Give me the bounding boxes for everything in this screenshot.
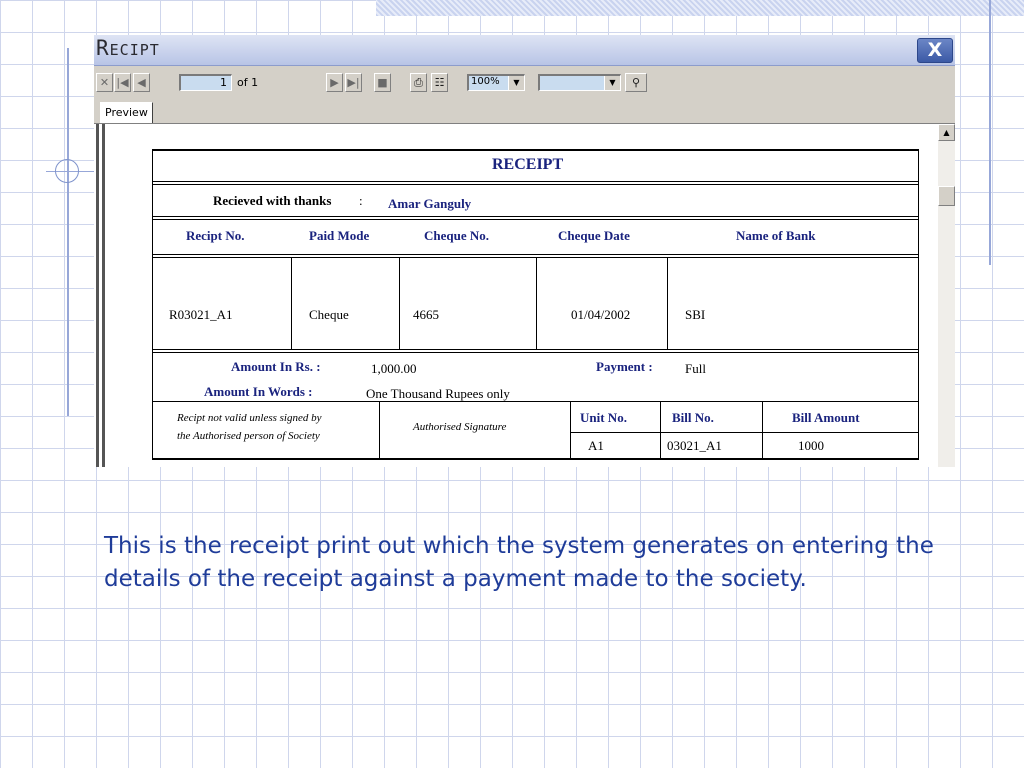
cell-cheque-no: 4665	[413, 307, 439, 322]
title-bar	[94, 35, 955, 66]
table-rule	[152, 184, 919, 185]
authorised-signature-label: Authorised Signature	[413, 421, 507, 433]
received-label: Recieved with thanks	[213, 193, 332, 208]
receipt-border	[152, 149, 919, 151]
table-rule	[152, 181, 919, 182]
first-page-icon[interactable]: |◀	[114, 73, 131, 92]
column-rule	[762, 402, 763, 459]
window-title: Recipt	[96, 36, 160, 60]
receipt-border	[152, 149, 153, 460]
last-page-icon[interactable]: ▶|	[345, 73, 362, 92]
table-rule	[152, 352, 919, 353]
words-value: One Thousand Rupees only	[366, 386, 510, 401]
dropdown-arrow-icon[interactable]: ▼	[508, 76, 524, 90]
slide-top-band	[376, 0, 1024, 16]
col-header-bill-no: Bill No.	[672, 410, 714, 425]
tab-preview[interactable]: Preview	[100, 102, 153, 123]
page-count-label: of 1	[237, 76, 259, 89]
page-edge-line	[96, 124, 99, 467]
table-rule	[152, 254, 919, 255]
received-from-name: Amar Ganguly	[388, 196, 472, 211]
table-rule	[152, 401, 919, 402]
col-header-bill-amount: Bill Amount	[792, 410, 860, 425]
report-toolbar	[94, 66, 955, 99]
binoculars-search-icon[interactable]: ⚲	[625, 73, 647, 92]
dropdown-arrow-icon[interactable]: ▼	[604, 76, 620, 90]
table-rule	[152, 216, 919, 217]
col-header-unit-no: Unit No.	[580, 410, 627, 425]
report-viewer-window	[94, 35, 955, 467]
col-header-bank: Name of Bank	[736, 228, 816, 243]
cell-bank: SBI	[685, 307, 706, 322]
payment-value: Full	[685, 361, 706, 376]
cell-cheque-date: 01/04/2002	[571, 307, 631, 322]
cell-recipt-no: R03021_A1	[169, 307, 233, 322]
stop-icon[interactable]: ■	[374, 73, 391, 92]
column-rule	[379, 402, 380, 459]
words-label: Amount In Words :	[204, 384, 313, 399]
amount-label: Amount In Rs. :	[231, 359, 321, 374]
tab-strip	[94, 99, 955, 124]
close-report-button[interactable]: ✕	[96, 73, 113, 92]
table-rule	[152, 219, 919, 220]
column-rule	[660, 402, 661, 459]
prev-page-icon[interactable]: ◀	[133, 73, 150, 92]
cell-paid-mode: Cheque	[309, 307, 349, 322]
slide-caption: This is the receipt print out which the system generates on entering the details of the receipt against a payment made to the society.	[104, 533, 934, 592]
zoom-select[interactable]	[467, 74, 525, 91]
column-rule	[536, 257, 537, 350]
cell-unit-no: A1	[588, 438, 604, 453]
col-header-paid-mode: Paid Mode	[309, 228, 370, 243]
page-number-input[interactable]: 1	[179, 74, 232, 91]
decor-circle	[55, 159, 79, 183]
validity-note-line1: Recipt not valid unless signed by	[177, 412, 322, 424]
close-icon[interactable]: X	[917, 38, 953, 63]
receipt-heading: RECEIPT	[492, 156, 564, 173]
column-rule	[291, 257, 292, 350]
next-page-icon[interactable]: ▶	[326, 73, 343, 92]
received-colon: :	[359, 193, 363, 208]
cell-bill-no: 03021_A1	[667, 438, 722, 453]
vertical-scrollbar[interactable]	[938, 124, 955, 467]
zoom-value: 100%	[471, 76, 500, 87]
amount-value: 1,000.00	[371, 361, 417, 376]
decor-line-right	[989, 0, 991, 265]
column-rule	[570, 402, 571, 459]
receipt-border	[152, 458, 919, 460]
cell-bill-amount: 1000	[798, 438, 824, 453]
column-rule	[667, 257, 668, 350]
scroll-thumb[interactable]	[938, 186, 955, 206]
scroll-up-icon[interactable]: ▲	[938, 124, 955, 141]
validity-note-line2: the Authorised person of Society	[177, 430, 320, 442]
print-icon[interactable]: ⎙	[410, 73, 427, 92]
col-header-recipt-no: Recipt No.	[186, 228, 245, 243]
column-rule	[399, 257, 400, 350]
col-header-cheque-date: Cheque Date	[558, 228, 630, 243]
report-preview-area	[94, 124, 955, 467]
group-tree-icon[interactable]: ☷	[431, 73, 448, 92]
decor-line-left	[67, 48, 69, 416]
payment-label: Payment :	[596, 359, 653, 374]
table-rule	[570, 432, 919, 433]
search-select[interactable]	[538, 74, 621, 91]
col-header-cheque-no: Cheque No.	[424, 228, 490, 243]
receipt-border	[918, 149, 919, 460]
page-edge-line	[102, 124, 105, 467]
